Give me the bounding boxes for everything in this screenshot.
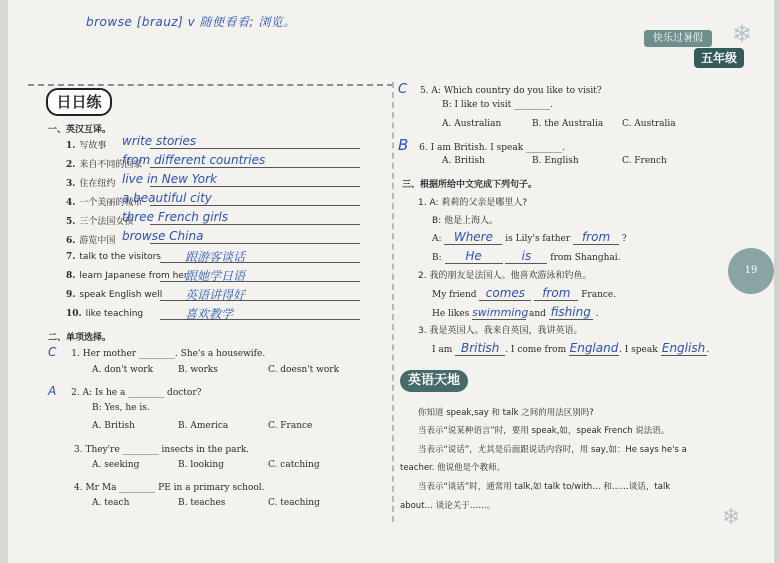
s3-q1-prompt: 1. A: 莉莉的父亲是哪里人? [418,198,528,208]
item-prompt: 三个法国女孩 [79,217,134,227]
answer-line [150,148,360,149]
handwritten-note: browse [brauz] v 随便看看; 浏览。 [86,15,296,29]
english-corner-logo: 英语天地 [400,370,468,392]
s3-q3-line [432,341,709,356]
q3-option-c: C. catching [268,460,320,470]
column-divider [392,82,394,522]
snowflake-icon: ❄ [732,20,753,48]
label: A: [432,234,442,244]
q4-option-a: A. teach [92,498,130,508]
text: My friend [432,290,477,300]
translation-item [66,176,115,189]
q6-number: 6. [419,143,428,153]
q2-option-a: A. British [92,421,135,431]
q1-option-b: B. works [178,365,218,375]
section1-heading: 一、英汉互译。 [48,125,112,135]
item-prompt: talk to the visitors [79,252,161,262]
text: . I come from [505,345,567,355]
q6-option-c: C. French [622,156,667,166]
section2-heading: 二、单项选择。 [48,333,112,343]
text: . I speak [618,345,658,355]
q3-stem: They're ________ insects in the park. [85,445,250,455]
corner-line-6: about… 谈论关于……。 [400,501,496,511]
item-prompt: 写故事 [79,141,107,151]
item-number: 4. [66,198,76,208]
item-number: 7. [66,252,76,262]
q2-reply: B: Yes, he is. [92,403,150,413]
corner-line-4: teacher. 他说他是个教师。 [400,463,506,473]
q2-row [48,384,201,398]
q1-number: 1. [71,349,80,359]
text: France. [581,290,617,300]
q4-option-c: C. teaching [268,498,320,508]
handwritten-answer: 喜欢教学 [185,307,234,321]
item-prompt: learn Japanese from her [79,271,188,281]
text: . [595,309,599,319]
text: ? [621,234,627,244]
page-number: 19 [728,248,774,294]
section3-heading: 三、根据所给中文完成下列句子。 [402,180,538,190]
handwritten-answer: 跟游客谈话 [185,250,246,264]
answer-blank: Where [444,230,502,245]
answer-blank: fishing [550,305,591,319]
q6-option-b: B. English [532,156,579,166]
snowflake-icon: ❄ [722,505,741,530]
q1-stem: Her mother ________. She's a housewife. [82,349,266,359]
q4-row [48,479,265,493]
q2-option-b: B. America [178,421,229,431]
q2-stem: A: Is he a ________ doctor? [82,388,202,398]
q5-number: 5. [419,86,429,96]
page-edge-right [774,0,780,563]
answer-blank: is [505,249,547,264]
q6-option-a: A. British [442,156,485,166]
handwritten-answer: browse China [122,229,204,243]
label: B: [432,253,442,263]
translation-item [66,271,188,281]
s3-q2-line-2 [432,305,599,320]
item-number: 9. [66,290,76,300]
item-number: 1. [66,141,76,151]
answer-blank: from [534,286,578,301]
q5-option-a: A. Australian [442,119,502,129]
answer-line [150,186,360,187]
item-number: 3. [66,179,76,189]
answer-line [150,167,360,168]
q6-stem: I am British. I speak ________. [430,143,565,153]
item-number: 8. [66,271,76,281]
text: I am [432,345,453,355]
page-edge-left [0,0,8,563]
q2-answer: A [48,384,57,398]
answer-line [150,243,360,244]
answer-blank: England [569,341,619,355]
item-prompt: 来自不同的国家 [79,160,143,170]
translation-item [66,233,115,246]
handwritten-answer: from different countries [122,153,266,167]
daily-practice-logo: 日日练 [46,88,112,116]
text: and [528,309,546,319]
answer-blank: from [573,230,619,245]
corner-line-3: 当表示“说话”，尤其是后面跟说话内容时，用 say,如：He says he's a [418,445,687,455]
answer-blank: He [445,249,503,264]
item-number: 10. [66,309,82,319]
answer-blank: swimming [472,306,529,319]
q4-stem: Mr Ma ________ PE in a primary school. [85,483,265,493]
item-number: 5. [66,217,76,227]
answer-line [150,224,360,225]
q3-number: 3. [74,445,83,455]
answer-blank: comes [479,286,531,301]
s3-q1-line-a [432,230,627,245]
corner-line-5: 当表示“谈话”时，通常用 talk,如 talk to/with… 和……谈话，talk [418,482,671,492]
text: is Lily's father [505,234,571,244]
s3-q2-prompt: 2. 我的朋友是法国人。他喜欢游泳和钓鱼。 [418,271,592,281]
handwritten-answer: live in New York [122,172,217,186]
q3-row [48,441,249,455]
item-prompt: 住在纽约 [79,179,116,189]
answer-blank: English [661,341,706,355]
s3-q2-line-1 [432,286,616,301]
item-prompt: 一个美丽的城市 [79,198,143,208]
series-label: 快乐过暑假 [644,30,712,47]
translation-item [66,290,162,300]
q1-row [48,345,265,359]
q1-answer: C [48,345,57,359]
q3-option-b: B. looking [178,460,224,470]
q5-reply: B: I like to visit ________. [442,100,554,110]
text: He likes [432,309,470,319]
q5-row [398,82,602,97]
handwritten-answer: write stories [122,134,197,148]
q5-option-b: B. the Australia [532,119,604,129]
handwritten-answer: 跟她学日语 [185,269,246,283]
q2-number: 2. [71,388,80,398]
q5-answer: C [398,82,408,97]
translation-item [66,138,106,151]
translation-item [66,309,143,319]
q6-answer: B [398,136,409,154]
q4-number: 4. [74,483,83,493]
q1-option-a: A. don't work [92,365,154,375]
item-prompt: like teaching [85,309,144,319]
q3-option-a: A. seeking [92,460,140,470]
q1-option-c: C. doesn't work [268,365,340,375]
translation-item [66,252,161,262]
text: from Shanghai. [550,253,621,263]
item-number: 6. [66,236,76,246]
corner-line-2: 当表示“说某种语言”时，要用 speak,如，speak French 说法语。 [418,426,670,436]
item-prompt: speak English well [79,290,163,300]
handwritten-answer: 英语讲得好 [185,288,246,302]
answer-blank: British [455,341,505,356]
grade-label: 五年级 [694,48,744,68]
text: . [706,345,710,355]
q5-stem: A: Which country do you like to visit? [431,86,602,96]
q2-option-c: C. France [268,421,313,431]
s3-q3-prompt: 3. 我是英国人。我来自英国，我讲英语。 [418,326,583,336]
s3-q1-line-b [432,249,621,264]
item-number: 2. [66,160,76,170]
q5-option-c: C. Australia [622,119,676,129]
handwritten-answer: a beautiful city [122,191,212,205]
item-prompt: 游览中国 [79,236,116,246]
q4-option-b: B. teaches [178,498,226,508]
handwritten-answer: three French girls [122,210,229,224]
divider [28,84,393,86]
answer-line [150,205,360,206]
q6-row [398,136,565,154]
corner-line-1: 你知道 speak,say 和 talk 之间的用法区别吗? [418,408,594,418]
s3-q1-reply-cn: B: 他是上海人。 [432,216,499,226]
